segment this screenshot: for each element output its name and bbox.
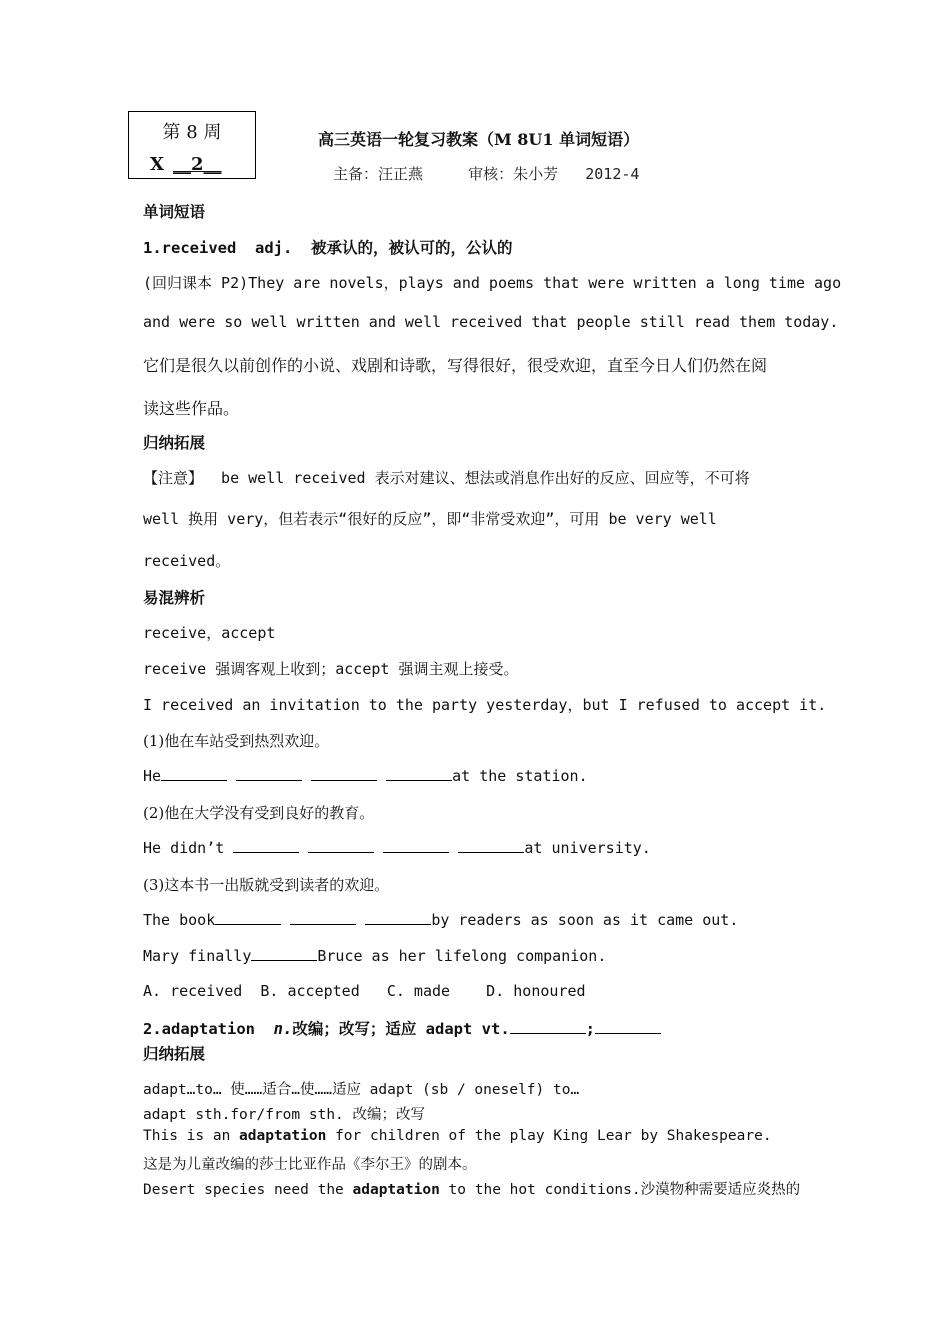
week-box <box>128 111 256 179</box>
answer-blank[interactable] <box>365 910 431 925</box>
entry1-example-en-1: (回归课本 P2)They are novels，plays and poems that were written a long time ago <box>143 274 842 292</box>
answer-blank[interactable] <box>386 766 452 781</box>
answer-blank[interactable] <box>233 838 299 853</box>
entry1-note-2: well 换用 very，但若表示“很好的反应”，即“非常受欢迎”，可用 be very well <box>143 510 717 528</box>
question-2-line <box>143 838 651 857</box>
entry2-example-1-bold: adaptation <box>239 1128 327 1144</box>
entry1-example-zh-1: 它们是很久以前创作的小说、戏剧和诗歌，写得很好，很受欢迎，直至今日人们仍然在阅 <box>143 356 768 375</box>
entry1-confuse-title: 易混辨析 <box>143 588 206 607</box>
entry2-headword <box>143 1017 661 1039</box>
week-number: __2__ <box>173 154 222 175</box>
entry2-example-2-a: Desert species need the <box>143 1182 353 1198</box>
author-line: 主备：汪正燕 审核：朱小芳 2012-4 <box>333 165 640 183</box>
question-3-line <box>143 910 738 929</box>
answer-blank[interactable] <box>510 1019 586 1034</box>
week-x: X <box>150 154 164 175</box>
entry2-ext-title: 归纳拓展 <box>143 1044 206 1063</box>
question-1-line <box>143 766 588 785</box>
question-2-end: at university. <box>524 839 651 857</box>
question-1-end: at the station. <box>452 767 588 785</box>
mc-options: A. received B. accepted C. made D. honoured <box>143 982 586 1000</box>
section-title: 单词短语 <box>143 202 206 221</box>
entry1-example-zh-2: 读这些作品。 <box>143 399 240 418</box>
answer-blank[interactable] <box>251 946 317 961</box>
answer-blank[interactable] <box>215 910 281 925</box>
entry2-example-2-bold: adaptation <box>352 1182 440 1198</box>
question-1-start: He <box>143 767 162 785</box>
entry2-example-1-zh: 这是为儿童改编的莎士比亚作品《李尔王》的剧本。 <box>143 1157 477 1173</box>
entry2-headword-pos: n. <box>273 1020 293 1038</box>
week-label: 第 8 周 <box>162 122 222 143</box>
entry2-example-1 <box>143 1128 772 1144</box>
question-3-end: by readers as soon as it came out. <box>431 911 739 929</box>
question-1-zh: (1)他在车站受到热烈欢迎。 <box>143 732 330 750</box>
entry2-line-1: adapt…to… 使……适合…使……适应 adapt (sb / oneself) to… <box>143 1082 580 1098</box>
answer-blank[interactable] <box>161 766 227 781</box>
entry2-example-2 <box>143 1178 800 1199</box>
entry1-words: receive，accept <box>143 624 276 642</box>
answer-blank[interactable] <box>458 838 524 853</box>
entry1-difference: receive 强调客观上收到；accept 强调主观上接受。 <box>143 660 519 678</box>
entry2-example-1-b: for children of the play King Lear by Shakespeare. <box>326 1128 772 1144</box>
mc-question-end: Bruce as her lifelong companion. <box>317 947 607 965</box>
entry1-note-3: received。 <box>143 552 231 570</box>
entry2-line-2: adapt sth.for/from sth. 改编；改写 <box>143 1107 426 1123</box>
answer-blank[interactable] <box>236 766 302 781</box>
page-title: 高三英语一轮复习教案（M 8U1 单词短语） <box>318 130 640 149</box>
entry2-headword-rest: 改编；改写；适应 adapt vt. <box>292 1020 510 1038</box>
answer-blank[interactable] <box>311 766 377 781</box>
question-3-zh: (3)这本书一出版就受到读者的欢迎。 <box>143 876 390 894</box>
entry2-headword-prefix: 2.adaptation <box>143 1020 274 1038</box>
question-2-start: He didn’t <box>143 839 234 857</box>
answer-blank[interactable] <box>290 910 356 925</box>
question-2-zh: (2)他在大学没有受到良好的教育。 <box>143 804 375 822</box>
entry2-example-1-a: This is an <box>143 1128 240 1144</box>
question-3-start: The book <box>143 911 216 929</box>
entry1-difference-example: I received an invitation to the party yesterday，but I refused to accept it. <box>143 696 827 714</box>
entry1-example-en-2: and were so well written and well received that people still read them today. <box>143 313 839 331</box>
answer-blank[interactable] <box>595 1019 661 1034</box>
entry1-headword: 1.received adj. 被承认的，被认可的，公认的 <box>143 239 513 257</box>
answer-blank[interactable] <box>383 838 449 853</box>
entry1-note-1: 【注意】 be well received 表示对建议、想法或消息作出好的反应、回应等，不可将 <box>143 469 750 487</box>
entry2-example-2-b: to the hot conditions.沙漠物种需要适应炎热的 <box>439 1182 801 1198</box>
answer-blank[interactable] <box>308 838 374 853</box>
mc-question <box>143 946 606 965</box>
mc-question-start: Mary finally <box>143 947 252 965</box>
entry1-ext-title: 归纳拓展 <box>143 433 206 452</box>
entry2-headword-sep: ; <box>585 1020 595 1038</box>
